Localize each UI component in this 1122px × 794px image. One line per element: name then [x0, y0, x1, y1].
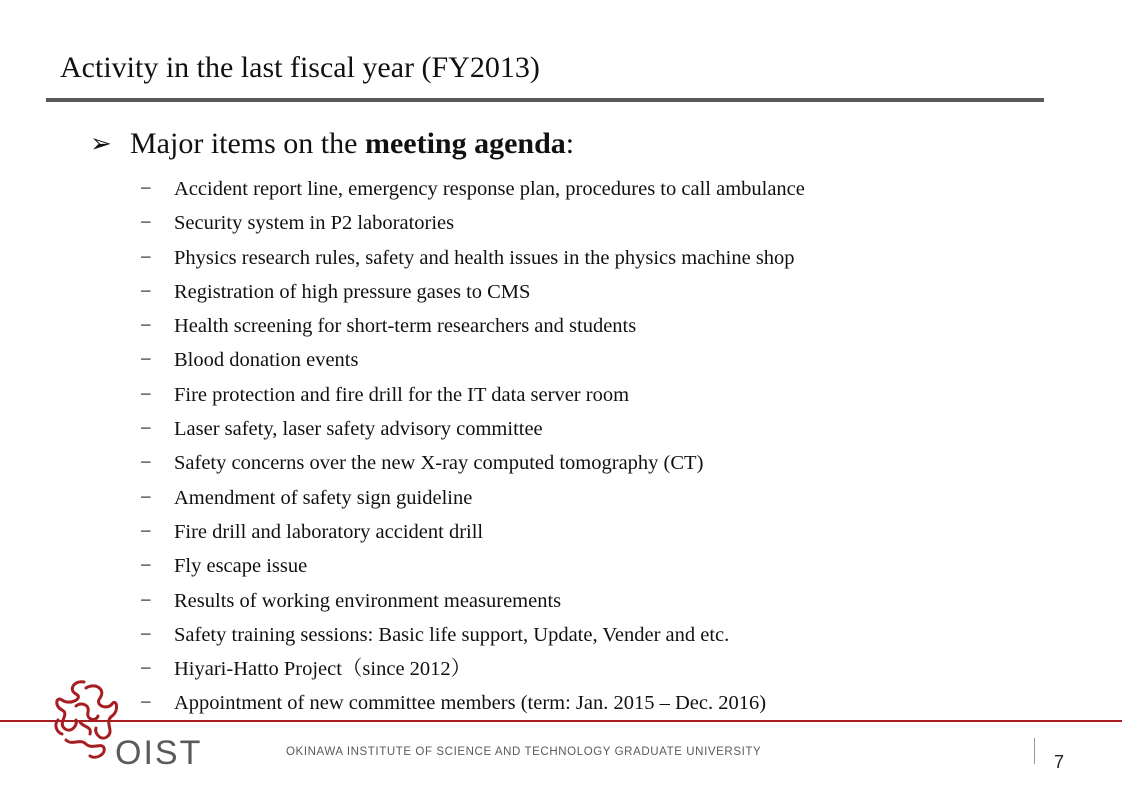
list-item	[140, 412, 805, 446]
list-item	[140, 549, 805, 583]
list-item	[140, 378, 805, 412]
list-item	[140, 652, 805, 686]
page-number: 7	[1054, 752, 1065, 772]
dash-bullet: −	[140, 383, 152, 406]
list-item	[140, 515, 805, 549]
agenda-item-text: Fire protection and fire drill for the IT data server room	[174, 383, 630, 406]
agenda-item-text: Appointment of new committee members (term: Jan. 2015 – Dec. 2016)	[174, 692, 767, 715]
university-name: OKINAWA INSTITUTE OF SCIENCE AND TECHNOLOGY GRADUATE UNIVERSITY	[286, 746, 762, 758]
dash-bullet: −	[140, 315, 152, 338]
list-item	[140, 343, 805, 377]
agenda-item-text: Hiyari-Hatto Project（since 2012）	[174, 658, 472, 681]
agenda-item-text: Physics research rules, safety and health issues in the physics machine shop	[174, 246, 795, 269]
list-item	[140, 241, 805, 275]
list-item	[140, 275, 805, 309]
slide-title: Activity in the last fiscal year (FY2013)	[60, 51, 540, 84]
agenda-list	[140, 172, 805, 721]
agenda-item-text: Security system in P2 laboratories	[174, 212, 455, 235]
agenda-item-text: Laser safety, laser safety advisory committee	[174, 418, 543, 441]
dash-bullet: −	[140, 349, 152, 372]
agenda-item-text: Safety training sessions: Basic life support, Update, Vender and etc.	[174, 623, 730, 646]
agenda-item-text: Health screening for short-term researchers and students	[174, 315, 637, 338]
heading-bold-text: meeting agenda	[364, 127, 566, 160]
agenda-item-text: Accident report line, emergency response plan, procedures to call ambulance	[174, 178, 805, 200]
dash-bullet: −	[140, 589, 152, 612]
agenda-item-text: Amendment of safety sign guideline	[174, 486, 473, 509]
footer-accent-line	[0, 720, 1122, 722]
list-item	[140, 309, 805, 343]
agenda-item-text: Fire drill and laboratory accident drill	[174, 520, 484, 543]
dash-bullet: −	[140, 280, 152, 303]
dash-bullet: −	[140, 520, 152, 543]
dash-bullet: −	[140, 555, 152, 578]
dash-bullet: −	[140, 418, 152, 441]
agenda-item-text: Registration of high pressure gases to CMS	[174, 280, 531, 303]
oist-logo-icon	[50, 676, 122, 766]
agenda-item-text: Safety concerns over the new X-ray computed tomography (CT)	[174, 452, 704, 475]
list-item	[140, 446, 805, 480]
list-item	[140, 618, 805, 652]
logo-wordmark: OIST	[115, 734, 203, 772]
agenda-item-text: Results of working environment measurements	[174, 589, 562, 612]
agenda-heading	[90, 124, 574, 164]
agenda-item-text: Fly escape issue	[174, 555, 308, 578]
title-divider	[46, 98, 1044, 102]
dash-bullet: −	[140, 486, 152, 509]
dash-bullet: −	[140, 623, 152, 646]
dash-bullet: −	[140, 246, 152, 269]
heading-prefix: Major items on the	[130, 127, 358, 160]
dash-bullet: −	[140, 178, 152, 200]
arrow-bullet-icon: ➢	[90, 129, 112, 158]
list-item	[140, 172, 805, 206]
agenda-item-text: Blood donation events	[174, 349, 359, 372]
dash-bullet: −	[140, 212, 152, 235]
list-item	[140, 481, 805, 515]
page-number-divider	[1034, 738, 1035, 764]
dash-bullet: −	[140, 692, 152, 715]
list-item	[140, 686, 805, 720]
dash-bullet: −	[140, 658, 152, 681]
list-item	[140, 206, 805, 240]
heading-suffix: :	[565, 127, 575, 160]
list-item	[140, 584, 805, 618]
dash-bullet: −	[140, 452, 152, 475]
